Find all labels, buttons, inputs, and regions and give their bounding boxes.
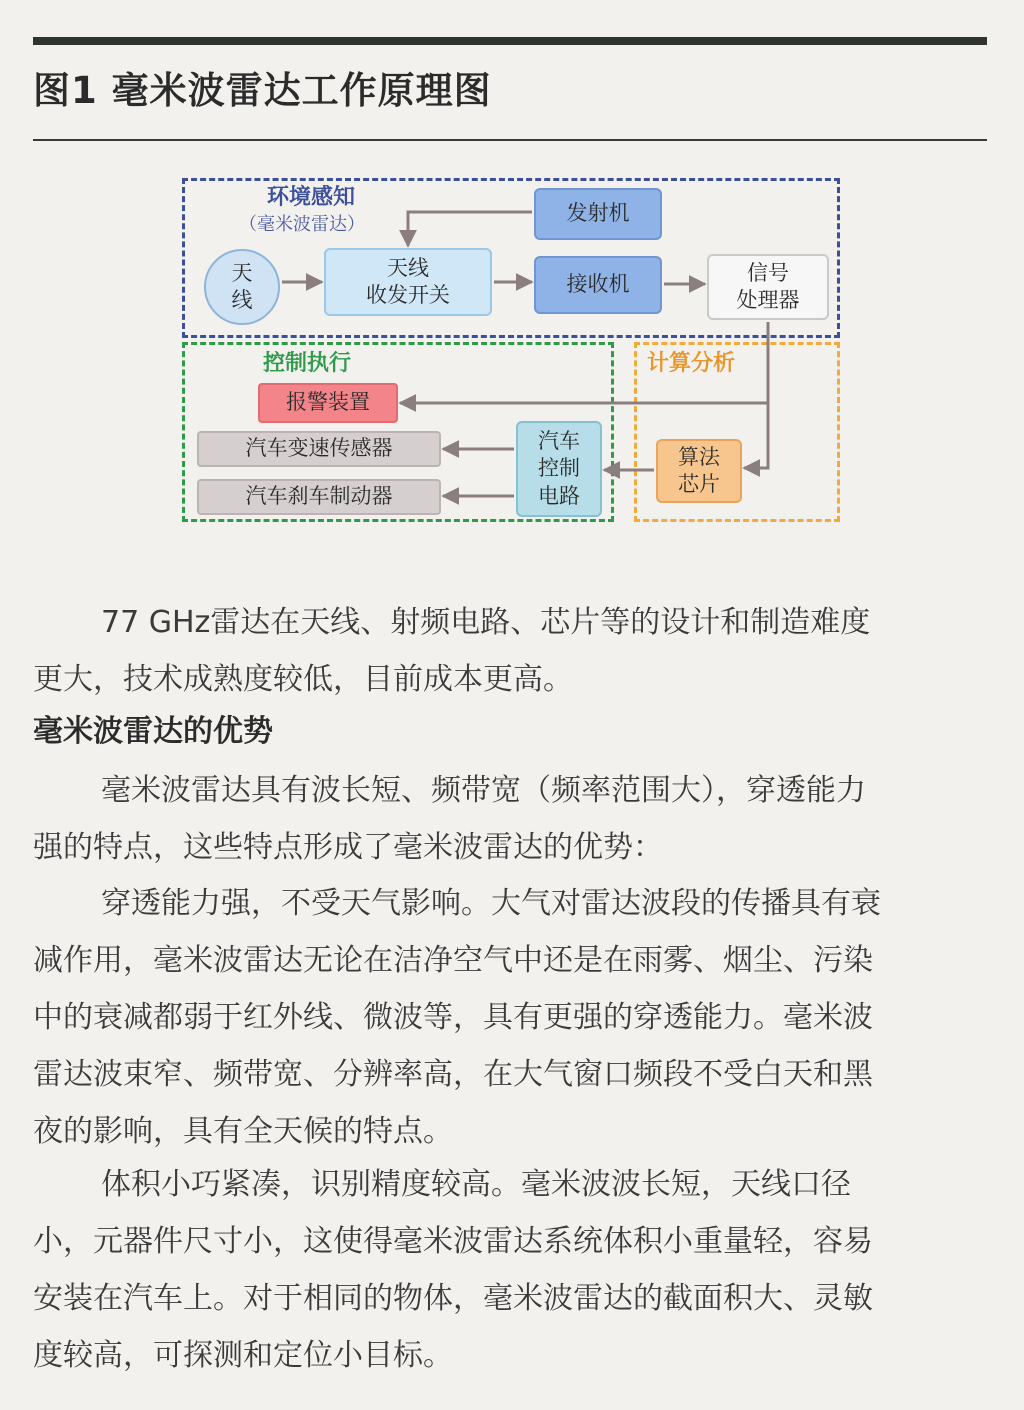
paragraph-77ghz — [33, 594, 993, 708]
paragraph-features — [33, 762, 993, 876]
arrow-transmitter-to-switch — [408, 212, 532, 246]
p1-line2: 更大，技术成熟度较低，目前成本更高。 — [33, 662, 573, 697]
node-transmitter: 发射机 — [534, 188, 662, 240]
zone-env-sublabel: （毫米波雷达） — [239, 214, 365, 235]
figure-title: 图1 毫米波雷达工作原理图 — [33, 69, 492, 112]
p4-line1: 体积小巧紧凑，识别精度较高。毫米波波长短，天线口径 — [101, 1167, 851, 1202]
node-brake-actuator: 汽车刹车制动器 — [197, 479, 441, 515]
flow-arrows — [175, 170, 845, 532]
zone-env-label: 环境感知 — [267, 185, 356, 210]
p1-line1: 77 GHz雷达在天线、射频电路、芯片等的设计和制造难度 — [101, 605, 871, 640]
node-ctrl-line3: 电路 — [538, 483, 580, 508]
node-tx-rx-switch — [324, 248, 492, 316]
node-switch-line2: 收发开关 — [366, 283, 450, 307]
node-car-control-circuit — [516, 421, 602, 517]
node-ctrl-line2: 控制 — [538, 456, 580, 481]
p2-line2: 强的特点，这些特点形成了毫米波雷达的优势： — [33, 830, 663, 865]
node-chip-line1: 算法 — [678, 444, 720, 469]
zone-ctrl-label: 控制执行 — [263, 351, 352, 376]
title-rule — [33, 139, 987, 141]
node-switch-line1: 天线 — [387, 255, 429, 280]
p3-line5: 夜的影响，具有全天候的特点。 — [33, 1114, 453, 1149]
p3-line4: 雷达波束窄、频带宽、分辨率高，在大气窗口频段不受白天和黑 — [33, 1057, 873, 1092]
p4-line4: 度较高，可探测和定位小目标。 — [33, 1338, 453, 1373]
node-alarm-device: 报警装置 — [258, 383, 398, 423]
node-dsp-line2: 处理器 — [736, 288, 800, 312]
p2-line1: 毫米波雷达具有波长短、频带宽（频率范围大），穿透能力 — [101, 773, 866, 808]
p3-line3: 中的衰减都弱于红外线、微波等，具有更强的穿透能力。毫米波 — [33, 1000, 873, 1035]
node-antenna-line2: 线 — [231, 288, 253, 312]
top-rule — [33, 37, 987, 45]
p3-line2: 减作用，毫米波雷达无论在洁净空气中还是在雨雾、烟尘、污染 — [33, 943, 873, 978]
node-algorithm-chip — [656, 439, 742, 503]
paragraph-penetration — [33, 875, 993, 1160]
node-receiver: 接收机 — [534, 256, 662, 314]
zone-calc-label: 计算分析 — [647, 351, 736, 376]
node-antenna — [204, 249, 280, 325]
section-heading: 毫米波雷达的优势 — [33, 714, 273, 749]
p4-line2: 小，元器件尺寸小，这使得毫米波雷达系统体积小重量轻，容易 — [33, 1224, 873, 1259]
radar-diagram — [175, 170, 845, 532]
node-antenna-line1: 天 — [231, 260, 253, 285]
node-signal-processor — [707, 254, 829, 320]
arrow-dsp-to-alarm — [400, 322, 768, 403]
p3-line1: 穿透能力强，不受天气影响。大气对雷达波段的传播具有衰 — [101, 886, 881, 921]
node-dsp-line1: 信号 — [747, 260, 789, 285]
node-speed-sensor: 汽车变速传感器 — [197, 431, 441, 467]
node-ctrl-line1: 汽车 — [538, 429, 580, 454]
arrow-dsp-to-chip — [744, 403, 768, 468]
paragraph-compact — [33, 1156, 993, 1384]
node-chip-line2: 芯片 — [678, 472, 720, 496]
p4-line3: 安装在汽车上。对于相同的物体，毫米波雷达的截面积大、灵敏 — [33, 1281, 873, 1316]
